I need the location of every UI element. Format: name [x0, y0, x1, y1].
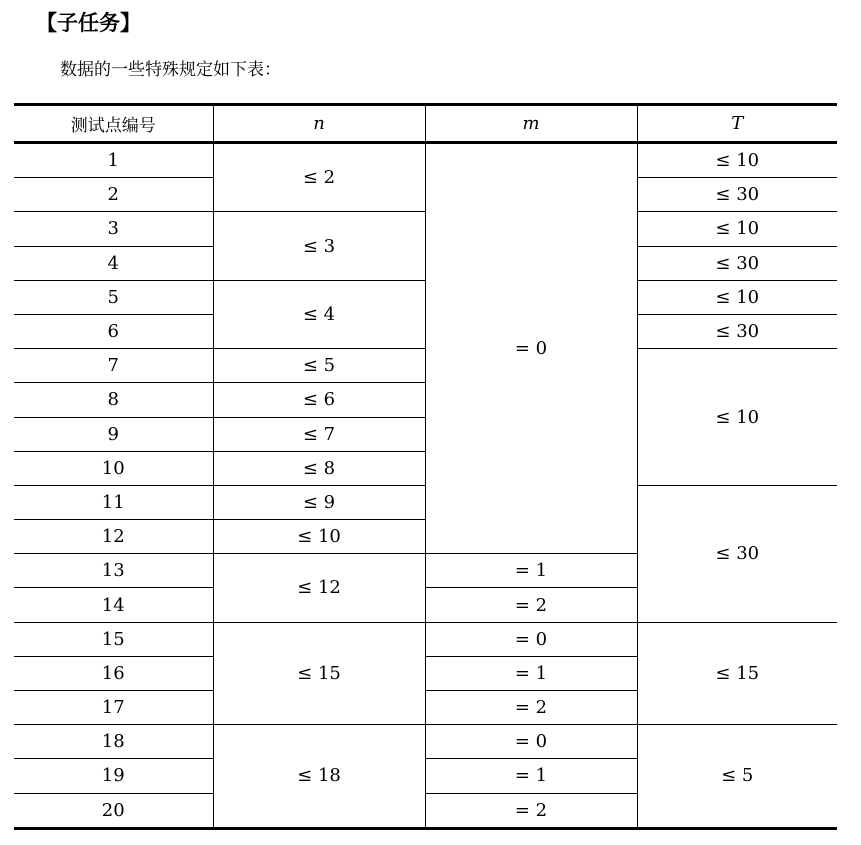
section-heading: 【子任务】 — [36, 11, 141, 35]
test-point-id-cell: 3 — [14, 212, 213, 246]
n-cell: ≤ 8 — [213, 451, 425, 485]
t-cell: ≤ 5 — [637, 725, 837, 829]
n-cell: ≤ 12 — [213, 554, 425, 622]
test-point-id-cell: 2 — [14, 178, 213, 212]
test-point-id-cell: 16 — [14, 656, 213, 690]
n-cell: ≤ 7 — [213, 417, 425, 451]
constraints-table-container — [14, 103, 837, 830]
test-point-id-cell: 15 — [14, 622, 213, 656]
table-row — [14, 725, 837, 759]
m-cell: = 0 — [425, 725, 637, 759]
t-cell: ≤ 15 — [637, 622, 837, 725]
n-cell: ≤ 2 — [213, 143, 425, 212]
test-point-id-cell: 11 — [14, 485, 213, 519]
t-cell: ≤ 30 — [637, 314, 837, 348]
n-cell: ≤ 18 — [213, 725, 425, 829]
test-point-id-cell: 19 — [14, 759, 213, 793]
t-cell: ≤ 30 — [637, 178, 837, 212]
m-cell: = 1 — [425, 759, 637, 793]
t-cell: ≤ 30 — [637, 485, 837, 622]
m-cell: = 1 — [425, 554, 637, 588]
test-point-id-cell: 17 — [14, 691, 213, 725]
test-point-id-cell: 20 — [14, 793, 213, 828]
test-point-id-cell: 9 — [14, 417, 213, 451]
test-point-id-cell: 12 — [14, 520, 213, 554]
header-t: T — [637, 105, 837, 143]
m-cell: = 2 — [425, 588, 637, 622]
m-cell: = 1 — [425, 656, 637, 690]
m-cell: = 2 — [425, 793, 637, 828]
n-cell: ≤ 15 — [213, 622, 425, 725]
m-cell: = 0 — [425, 622, 637, 656]
header-n: n — [213, 105, 425, 143]
test-point-id-cell: 10 — [14, 451, 213, 485]
t-cell: ≤ 10 — [637, 143, 837, 178]
m-cell: = 2 — [425, 691, 637, 725]
test-point-id-cell: 18 — [14, 725, 213, 759]
m-cell: = 0 — [425, 143, 637, 554]
n-cell: ≤ 6 — [213, 383, 425, 417]
test-point-id-cell: 8 — [14, 383, 213, 417]
constraints-table — [14, 103, 837, 830]
t-cell: ≤ 10 — [637, 349, 837, 486]
test-point-id-cell: 5 — [14, 280, 213, 314]
t-cell: ≤ 10 — [637, 212, 837, 246]
intro-text: 数据的一些特殊规定如下表： — [60, 60, 281, 80]
n-cell: ≤ 3 — [213, 212, 425, 280]
t-cell: ≤ 10 — [637, 280, 837, 314]
test-point-id-cell: 7 — [14, 349, 213, 383]
test-point-id-cell: 4 — [14, 246, 213, 280]
header-m: m — [425, 105, 637, 143]
header-test-point-id: 测试点编号 — [14, 105, 213, 143]
n-cell: ≤ 9 — [213, 485, 425, 519]
table-row — [14, 622, 837, 656]
test-point-id-cell: 14 — [14, 588, 213, 622]
table-row — [14, 143, 837, 178]
test-point-id-cell: 13 — [14, 554, 213, 588]
test-point-id-cell: 1 — [14, 143, 213, 178]
n-cell: ≤ 4 — [213, 280, 425, 348]
t-cell: ≤ 30 — [637, 246, 837, 280]
table-header-row — [14, 105, 837, 143]
n-cell: ≤ 5 — [213, 349, 425, 383]
n-cell: ≤ 10 — [213, 520, 425, 554]
test-point-id-cell: 6 — [14, 314, 213, 348]
